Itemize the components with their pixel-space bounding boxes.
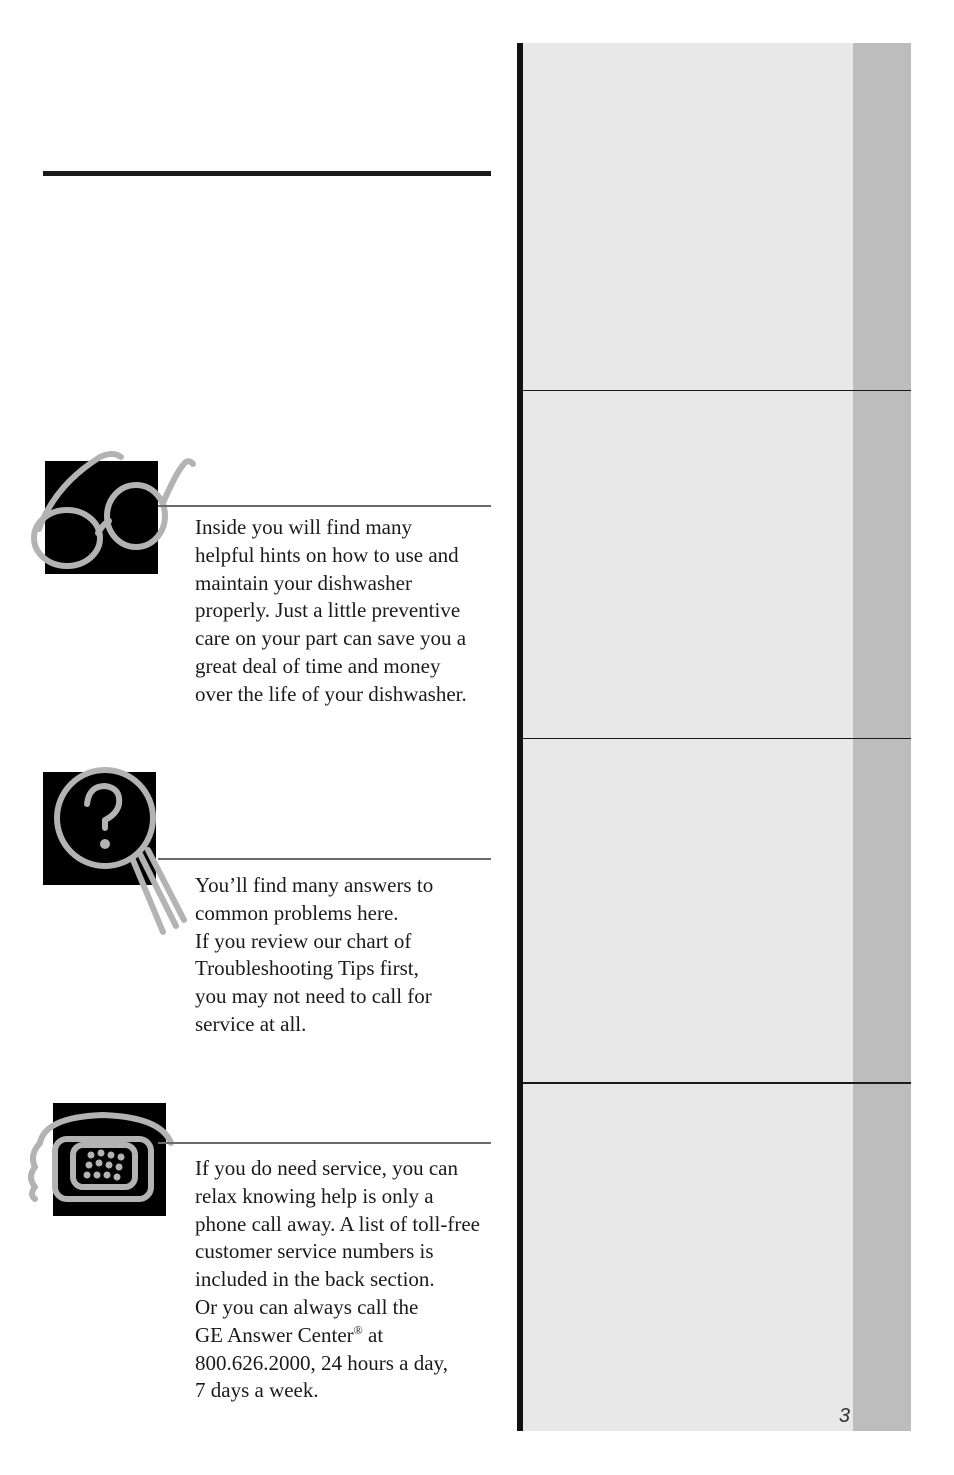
section-2-text: [195, 872, 495, 1039]
answer-center-name: GE Answer Center: [195, 1322, 354, 1347]
panel-rule-1: [523, 390, 911, 391]
answer-center-suffix: at: [362, 1322, 384, 1347]
section-3-line-5: included in the back section.: [195, 1267, 435, 1292]
eyeglasses-icon: [25, 445, 200, 580]
section-1-text: [195, 514, 495, 709]
section-2-line-6: service at all.: [195, 1011, 307, 1036]
section-1-line-5: care on your part can save you a: [195, 626, 467, 651]
section-rule-1: [158, 505, 491, 507]
page-number: 3: [838, 1405, 850, 1427]
section-3-line-3: phone call away. A list of toll-free: [195, 1211, 480, 1236]
section-3-line-1: If you do need service, you can: [195, 1156, 458, 1180]
section-rule-3: [158, 1142, 491, 1144]
question-magnifier-icon: [45, 760, 195, 945]
section-3-text: [195, 1155, 495, 1405]
gray-panel: [523, 43, 853, 1431]
top-rule: [43, 171, 491, 176]
panel-rule-2: [523, 738, 911, 739]
answer-center-line: [195, 1322, 495, 1350]
section-1-line-7: over the life of your dishwasher.: [195, 681, 467, 706]
panel-rule-3: [523, 1082, 911, 1084]
section-1-line-1: Inside you will find many: [195, 515, 412, 539]
section-1-line-2: helpful hints on how to use and: [195, 542, 459, 567]
telephone-icon: [25, 1105, 185, 1215]
days-line: 7 days a week.: [195, 1378, 319, 1403]
section-3-line-2: relax knowing help is only a: [195, 1183, 434, 1208]
section-1-line-4: properly. Just a little preventive: [195, 598, 461, 623]
section-2-line-1: You’ll find many answers to: [195, 873, 434, 897]
section-1-line-6: great deal of time and money: [195, 653, 441, 678]
section-rule-2: [158, 858, 491, 860]
phone-number-line: 800.626.2000, 24 hours a day,: [195, 1350, 448, 1375]
section-2-line-5: you may not need to call for: [195, 984, 432, 1009]
section-2-line-4: Troubleshooting Tips first,: [195, 956, 419, 981]
section-1-line-3: maintain your dishwasher: [195, 570, 412, 595]
section-3-line-6: Or you can always call the: [195, 1294, 419, 1319]
registered-mark: ®: [353, 1322, 363, 1337]
section-2-line-2: common problems here.: [195, 900, 399, 925]
section-3-line-4: customer service numbers is: [195, 1239, 434, 1264]
side-tab-strip: [853, 43, 911, 1431]
section-2-line-3: If you review our chart of: [195, 928, 412, 953]
